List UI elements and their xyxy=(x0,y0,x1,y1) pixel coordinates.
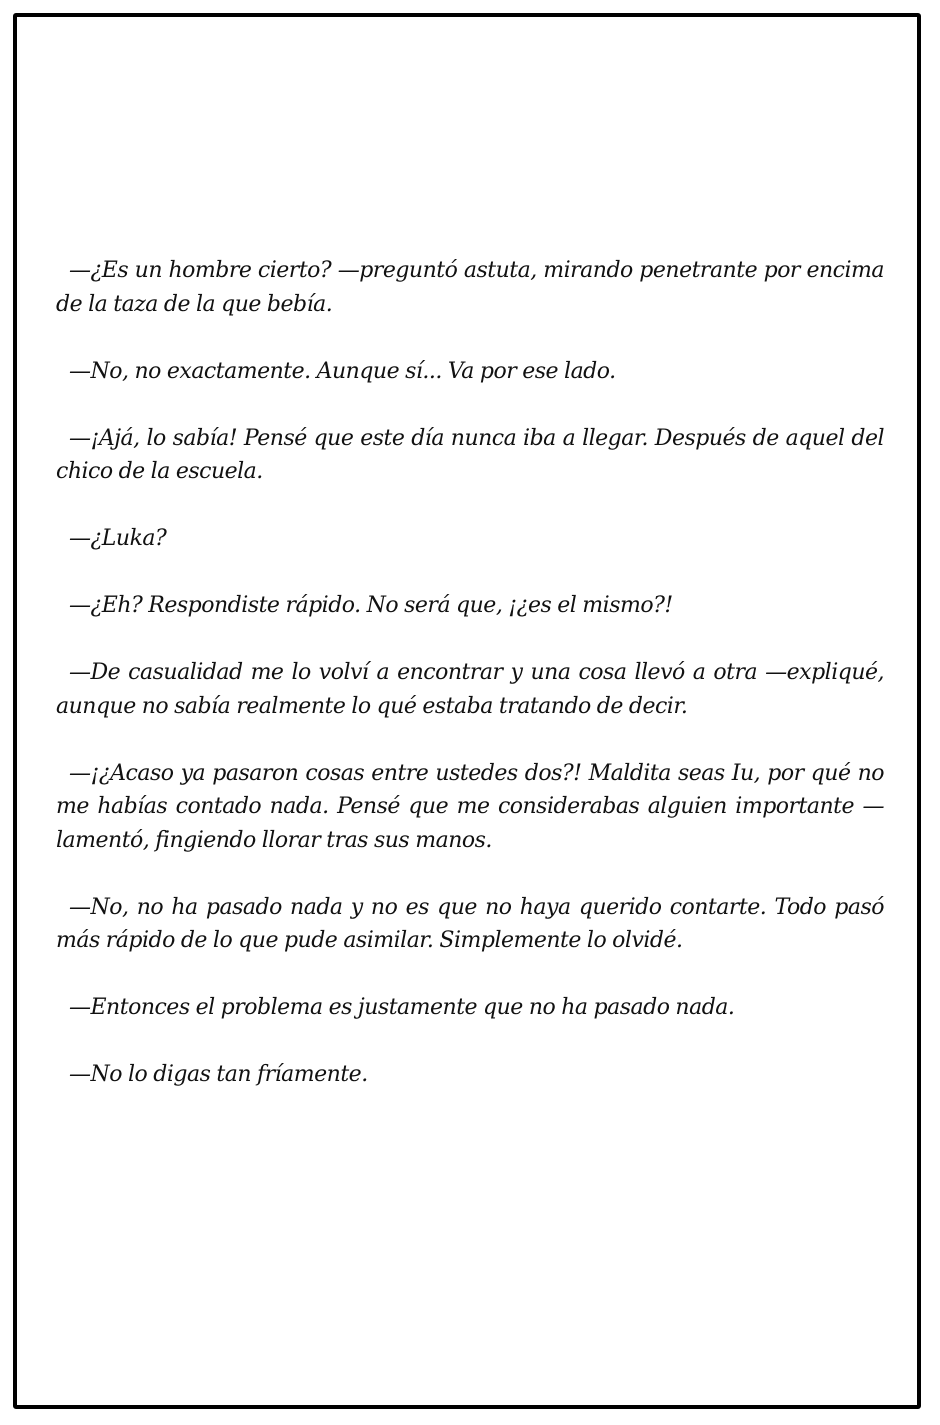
paragraph: —¿Eh? Respondiste rápido. No será que, ¡¿es el mismo?! xyxy=(69,593,673,618)
dialogue-text xyxy=(56,254,884,1125)
paragraph: —De casualidad me lo volví a encontrar y una cosa llevó a otra —expliqué, aunque no sabía realmente lo qué estaba tratando de decir. xyxy=(56,660,884,719)
paragraph: —No, no exactamente. Aunque sí... Va por ese lado. xyxy=(69,358,616,384)
paragraph: —¿Es un hombre cierto? —preguntó astuta, mirando penetrante por encima de la taza de la que bebía. xyxy=(56,258,884,317)
paragraph: —No lo digas tan fríamente. xyxy=(69,1062,368,1087)
paragraph: —Entonces el problema es justamente que no ha pasado nada. xyxy=(69,995,735,1020)
paragraph: —¿Luka? xyxy=(69,526,167,551)
paragraph: —¡Ajá, lo sabía! Pensé que este día nunca iba a llegar. Después de aquel del chico de la escuela. xyxy=(56,425,884,484)
paragraph: —No, no ha pasado nada y no es que no haya querido contarte. Todo pasó más rápido de lo que pude asimilar. Simplemente lo olvidé. xyxy=(56,894,884,953)
paragraph: —¡¿Acaso ya pasaron cosas entre ustedes dos?! Maldita seas Iu, por qué no me habías contado nada. Pensé que me considerabas alguien importante —lamentó, fingiendo llorar tras sus manos. xyxy=(56,760,884,853)
